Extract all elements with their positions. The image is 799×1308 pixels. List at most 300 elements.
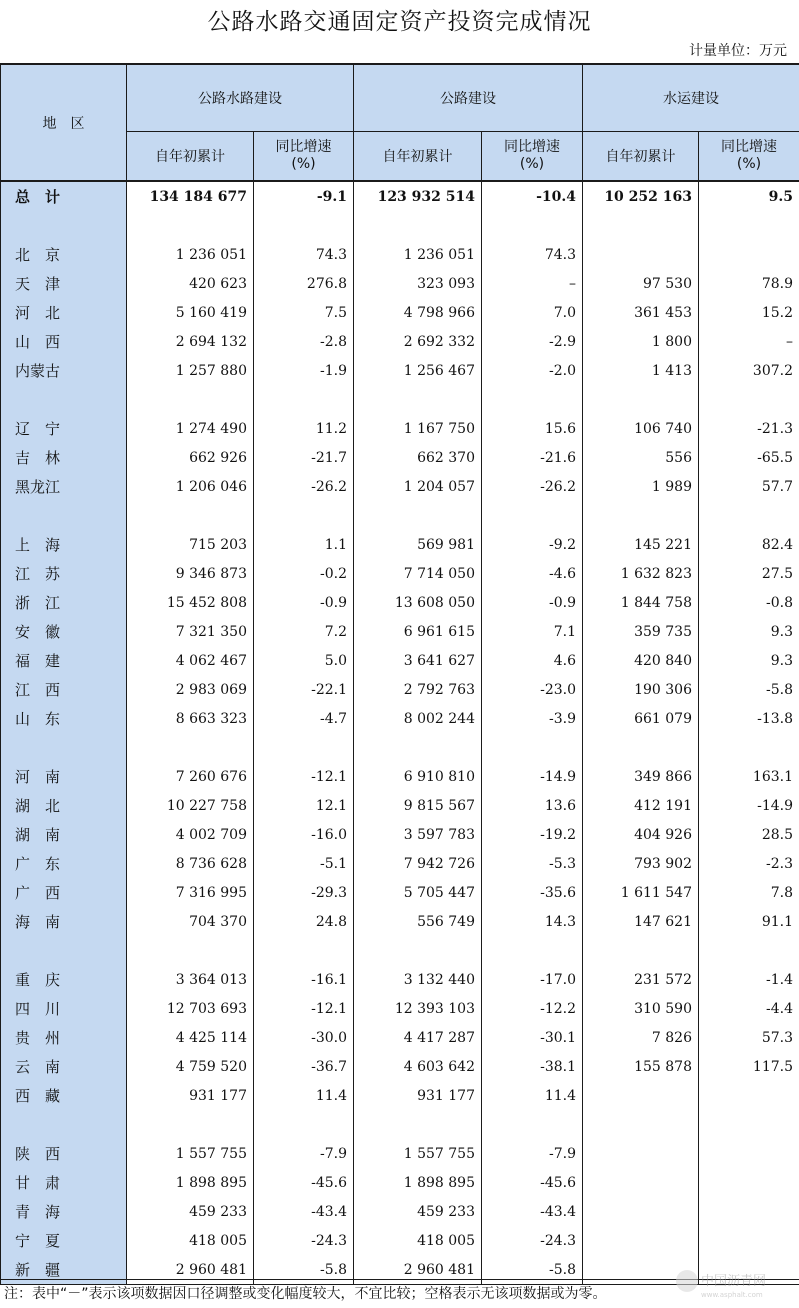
- cumulative-value: 1 256 467: [354, 356, 482, 385]
- table-row: [1, 472, 799, 501]
- cumulative-value: [583, 936, 699, 965]
- growth-value: 13.6: [482, 791, 583, 820]
- cumulative-value: 1 413: [583, 356, 699, 385]
- growth-value: -5.3: [482, 849, 583, 878]
- cumulative-value: 1 611 547: [583, 878, 699, 907]
- table-row: [1, 327, 799, 356]
- region-name: [1, 1110, 127, 1139]
- growth-value: -30.0: [254, 1023, 354, 1052]
- table-row: [1, 588, 799, 617]
- growth-value: 9.3: [699, 617, 799, 646]
- cumulative-value: 155 878: [583, 1052, 699, 1081]
- region-name: [1, 936, 127, 965]
- cumulative-value: 4 062 467: [127, 646, 254, 675]
- growth-value: -23.0: [482, 675, 583, 704]
- region-name: [1, 211, 127, 240]
- growth-value: -35.6: [482, 878, 583, 907]
- cumulative-value: 1 257 880: [127, 356, 254, 385]
- region-name: 江 西: [1, 675, 127, 704]
- region-name: 四 川: [1, 994, 127, 1023]
- table-row: [1, 1052, 799, 1081]
- cumulative-value: 3 597 783: [354, 820, 482, 849]
- cumulative-value: 7 260 676: [127, 762, 254, 791]
- cumulative-value: 662 370: [354, 443, 482, 472]
- subheader-growth: 同比增速 (%): [254, 132, 354, 182]
- total-row: [1, 181, 799, 211]
- cumulative-value: 4 002 709: [127, 820, 254, 849]
- cumulative-value: 2 983 069: [127, 675, 254, 704]
- growth-value: [699, 1139, 799, 1168]
- growth-value: -5.8: [699, 675, 799, 704]
- growth-value: [699, 1197, 799, 1226]
- cumulative-value: 8 736 628: [127, 849, 254, 878]
- region-name: 云 南: [1, 1052, 127, 1081]
- cumulative-value: 361 453: [583, 298, 699, 327]
- growth-value: [699, 501, 799, 530]
- growth-value: 7.0: [482, 298, 583, 327]
- cumulative-value: 1 236 051: [354, 240, 482, 269]
- region-name: 黑龙江: [1, 472, 127, 501]
- growth-value: 11.4: [482, 1081, 583, 1110]
- spacer-row: [1, 1110, 799, 1139]
- spacer-row: [1, 211, 799, 240]
- cumulative-value: 145 221: [583, 530, 699, 559]
- cumulative-value: 106 740: [583, 414, 699, 443]
- cumulative-value: 661 079: [583, 704, 699, 733]
- growth-value: [254, 385, 354, 414]
- cumulative-value: 1 204 057: [354, 472, 482, 501]
- cumulative-value: 569 981: [354, 530, 482, 559]
- region-name: 吉 林: [1, 443, 127, 472]
- table-row: [1, 646, 799, 675]
- cumulative-value: 9 815 567: [354, 791, 482, 820]
- cumulative-value: 1 557 755: [127, 1139, 254, 1168]
- growth-value: [254, 501, 354, 530]
- cumulative-value: 3 641 627: [354, 646, 482, 675]
- table-row: [1, 559, 799, 588]
- cumulative-value: 931 177: [127, 1081, 254, 1110]
- table-row: [1, 965, 799, 994]
- region-column-header: 地 区: [1, 64, 127, 181]
- growth-value: -3.9: [482, 704, 583, 733]
- table-row: [1, 1226, 799, 1255]
- growth-value: [699, 211, 799, 240]
- growth-value: -9.2: [482, 530, 583, 559]
- table-row: [1, 704, 799, 733]
- cumulative-value: [354, 733, 482, 762]
- cumulative-value: [583, 385, 699, 414]
- region-name: 湖 北: [1, 791, 127, 820]
- group-header-road: 公路建设: [354, 64, 583, 132]
- growth-value: –: [482, 269, 583, 298]
- cumulative-value: 8 002 244: [354, 704, 482, 733]
- growth-value: -29.3: [254, 878, 354, 907]
- growth-value: 11.2: [254, 414, 354, 443]
- growth-value: -13.8: [699, 704, 799, 733]
- table-row: [1, 1197, 799, 1226]
- table-row: [1, 1139, 799, 1168]
- cumulative-value: 7 316 995: [127, 878, 254, 907]
- cumulative-value: 931 177: [354, 1081, 482, 1110]
- cumulative-value: 1 236 051: [127, 240, 254, 269]
- growth-value: [482, 501, 583, 530]
- cumulative-value: 1 989: [583, 472, 699, 501]
- region-name: 新 疆: [1, 1255, 127, 1285]
- growth-value: -12.2: [482, 994, 583, 1023]
- growth-value: -24.3: [254, 1226, 354, 1255]
- growth-value: -2.9: [482, 327, 583, 356]
- growth-value: -14.9: [482, 762, 583, 791]
- table-row: [1, 530, 799, 559]
- table-row: [1, 617, 799, 646]
- cumulative-value: 4 425 114: [127, 1023, 254, 1052]
- region-name: 辽 宁: [1, 414, 127, 443]
- cumulative-value: [583, 240, 699, 269]
- cumulative-value: [127, 385, 254, 414]
- growth-value: -5.1: [254, 849, 354, 878]
- spacer-row: [1, 385, 799, 414]
- growth-value: -36.7: [254, 1052, 354, 1081]
- cumulative-value: [127, 1110, 254, 1139]
- growth-value: -12.1: [254, 762, 354, 791]
- cumulative-value: 420 840: [583, 646, 699, 675]
- cumulative-value: 12 393 103: [354, 994, 482, 1023]
- cumulative-value: 9 346 873: [127, 559, 254, 588]
- cumulative-value: 412 191: [583, 791, 699, 820]
- growth-value: 15.2: [699, 298, 799, 327]
- cumulative-value: 190 306: [583, 675, 699, 704]
- region-name: 山 东: [1, 704, 127, 733]
- cumulative-value: 7 942 726: [354, 849, 482, 878]
- cumulative-value: 1 557 755: [354, 1139, 482, 1168]
- cumulative-value: 404 926: [583, 820, 699, 849]
- growth-value: 7.1: [482, 617, 583, 646]
- cumulative-value: 310 590: [583, 994, 699, 1023]
- cumulative-value: 1 898 895: [127, 1168, 254, 1197]
- table-row: [1, 1168, 799, 1197]
- region-name: 河 北: [1, 298, 127, 327]
- cumulative-value: 2 960 481: [354, 1255, 482, 1285]
- watermark-circle-icon: [676, 1270, 698, 1292]
- region-name: 天 津: [1, 269, 127, 298]
- cumulative-value: 3 132 440: [354, 965, 482, 994]
- cumulative-value: 6 910 810: [354, 762, 482, 791]
- growth-value: [482, 385, 583, 414]
- cumulative-value: 459 233: [354, 1197, 482, 1226]
- cumulative-value: [354, 211, 482, 240]
- cumulative-value: 1 632 823: [583, 559, 699, 588]
- growth-value: -21.3: [699, 414, 799, 443]
- growth-value: -2.3: [699, 849, 799, 878]
- growth-value: 57.3: [699, 1023, 799, 1052]
- table-row: [1, 878, 799, 907]
- cumulative-value: 420 623: [127, 269, 254, 298]
- growth-value: -7.9: [482, 1139, 583, 1168]
- cumulative-value: 359 735: [583, 617, 699, 646]
- cumulative-value: 793 902: [583, 849, 699, 878]
- growth-value: -14.9: [699, 791, 799, 820]
- cumulative-value: 134 184 677: [127, 181, 254, 211]
- growth-value: -2.0: [482, 356, 583, 385]
- growth-value: [482, 211, 583, 240]
- growth-value: -43.4: [254, 1197, 354, 1226]
- growth-value: -21.6: [482, 443, 583, 472]
- cumulative-value: 123 932 514: [354, 181, 482, 211]
- growth-value: 1.1: [254, 530, 354, 559]
- cumulative-value: [354, 501, 482, 530]
- group-header-water: 水运建设: [583, 64, 799, 132]
- cumulative-value: 556: [583, 443, 699, 472]
- growth-value: 14.3: [482, 907, 583, 936]
- region-name: [1, 733, 127, 762]
- growth-value: 4.6: [482, 646, 583, 675]
- growth-value: -5.8: [482, 1255, 583, 1285]
- growth-value: -16.1: [254, 965, 354, 994]
- growth-value: -17.0: [482, 965, 583, 994]
- growth-value: -19.2: [482, 820, 583, 849]
- growth-value: 78.9: [699, 269, 799, 298]
- cumulative-value: 2 694 132: [127, 327, 254, 356]
- growth-value: [699, 733, 799, 762]
- spacer-row: [1, 501, 799, 530]
- cumulative-value: 5 705 447: [354, 878, 482, 907]
- group-header-road-water: 公路水路建设: [127, 64, 354, 132]
- cumulative-value: 2 692 332: [354, 327, 482, 356]
- growth-value: -45.6: [254, 1168, 354, 1197]
- growth-value: [699, 936, 799, 965]
- cumulative-value: 662 926: [127, 443, 254, 472]
- growth-value: 74.3: [482, 240, 583, 269]
- growth-value: -24.3: [482, 1226, 583, 1255]
- cumulative-value: [127, 936, 254, 965]
- table-row: [1, 240, 799, 269]
- region-name: 甘 肃: [1, 1168, 127, 1197]
- cumulative-value: [354, 936, 482, 965]
- subheader-growth: 同比增速 (%): [482, 132, 583, 182]
- growth-value: -9.1: [254, 181, 354, 211]
- growth-value: -4.4: [699, 994, 799, 1023]
- footnote: 注：表中“－”表示该项数据因口径调整或变化幅度较大，不宜比较；空格表示无该项数据或为零。: [0, 1279, 799, 1308]
- growth-value: -65.5: [699, 443, 799, 472]
- cumulative-value: 1 844 758: [583, 588, 699, 617]
- region-name: 海 南: [1, 907, 127, 936]
- growth-value: 7.2: [254, 617, 354, 646]
- watermark-logo: [673, 1261, 793, 1305]
- table-row: [1, 907, 799, 936]
- growth-value: 74.3: [254, 240, 354, 269]
- table-row: [1, 791, 799, 820]
- cumulative-value: 4 417 287: [354, 1023, 482, 1052]
- table-row: [1, 994, 799, 1023]
- table-row: [1, 269, 799, 298]
- growth-value: -1.4: [699, 965, 799, 994]
- region-name: 北 京: [1, 240, 127, 269]
- growth-value: -16.0: [254, 820, 354, 849]
- growth-value: [254, 1110, 354, 1139]
- growth-value: 117.5: [699, 1052, 799, 1081]
- table-row: [1, 762, 799, 791]
- growth-value: -26.2: [254, 472, 354, 501]
- table-row: [1, 414, 799, 443]
- region-name: 湖 南: [1, 820, 127, 849]
- unit-label: 计量单位：万元: [689, 43, 787, 59]
- growth-value: [482, 1110, 583, 1139]
- cumulative-value: [354, 1110, 482, 1139]
- region-name: 上 海: [1, 530, 127, 559]
- growth-value: -4.7: [254, 704, 354, 733]
- growth-value: -10.4: [482, 181, 583, 211]
- cumulative-value: 556 749: [354, 907, 482, 936]
- cumulative-value: 7 826: [583, 1023, 699, 1052]
- growth-value: 5.0: [254, 646, 354, 675]
- growth-value: -2.8: [254, 327, 354, 356]
- cumulative-value: 459 233: [127, 1197, 254, 1226]
- cumulative-value: 1 800: [583, 327, 699, 356]
- cumulative-value: [583, 1110, 699, 1139]
- region-name: [1, 385, 127, 414]
- cumulative-value: 15 452 808: [127, 588, 254, 617]
- table-row: [1, 675, 799, 704]
- cumulative-value: 4 798 966: [354, 298, 482, 327]
- growth-value: -45.6: [482, 1168, 583, 1197]
- growth-value: [699, 385, 799, 414]
- growth-value: -4.6: [482, 559, 583, 588]
- subheader-cumulative: 自年初累计: [354, 132, 482, 182]
- growth-value: 7.5: [254, 298, 354, 327]
- cumulative-value: 418 005: [127, 1226, 254, 1255]
- cumulative-value: 7 321 350: [127, 617, 254, 646]
- growth-value: -0.9: [482, 588, 583, 617]
- region-name: 河 南: [1, 762, 127, 791]
- growth-value: 9.5: [699, 181, 799, 211]
- cumulative-value: [127, 501, 254, 530]
- cumulative-value: 2 792 763: [354, 675, 482, 704]
- cumulative-value: 8 663 323: [127, 704, 254, 733]
- table-row: [1, 820, 799, 849]
- cumulative-value: [583, 501, 699, 530]
- growth-value: 7.8: [699, 878, 799, 907]
- growth-value: 15.6: [482, 414, 583, 443]
- table-row: [1, 298, 799, 327]
- cumulative-value: 3 364 013: [127, 965, 254, 994]
- cumulative-value: 5 160 419: [127, 298, 254, 327]
- region-name: 江 苏: [1, 559, 127, 588]
- growth-value: 28.5: [699, 820, 799, 849]
- region-name: 福 建: [1, 646, 127, 675]
- growth-value: –: [699, 327, 799, 356]
- growth-value: [254, 936, 354, 965]
- table-row: [1, 849, 799, 878]
- growth-value: -1.9: [254, 356, 354, 385]
- watermark-text: 中国沥青网: [701, 1274, 767, 1289]
- cumulative-value: [583, 1139, 699, 1168]
- growth-value: [699, 1168, 799, 1197]
- cumulative-value: [583, 1226, 699, 1255]
- cumulative-value: 704 370: [127, 907, 254, 936]
- cumulative-value: 715 203: [127, 530, 254, 559]
- cumulative-value: 12 703 693: [127, 994, 254, 1023]
- cumulative-value: [583, 1168, 699, 1197]
- region-name: 广 东: [1, 849, 127, 878]
- region-name: 陕 西: [1, 1139, 127, 1168]
- growth-value: 11.4: [254, 1081, 354, 1110]
- growth-value: [699, 1226, 799, 1255]
- region-name: [1, 501, 127, 530]
- cumulative-value: 1 274 490: [127, 414, 254, 443]
- cumulative-value: 2 960 481: [127, 1255, 254, 1285]
- region-name: 总 计: [1, 181, 127, 211]
- growth-value: 27.5: [699, 559, 799, 588]
- growth-value: -0.9: [254, 588, 354, 617]
- growth-value: -26.2: [482, 472, 583, 501]
- cumulative-value: [127, 733, 254, 762]
- cumulative-value: 10 252 163: [583, 181, 699, 211]
- cumulative-value: 1 898 895: [354, 1168, 482, 1197]
- cumulative-value: 7 714 050: [354, 559, 482, 588]
- region-name: 浙 江: [1, 588, 127, 617]
- cumulative-value: [127, 211, 254, 240]
- growth-value: [254, 733, 354, 762]
- growth-value: -0.8: [699, 588, 799, 617]
- cumulative-value: 231 572: [583, 965, 699, 994]
- cumulative-value: 323 093: [354, 269, 482, 298]
- growth-value: 82.4: [699, 530, 799, 559]
- growth-value: [699, 1081, 799, 1110]
- cumulative-value: 10 227 758: [127, 791, 254, 820]
- region-name: 广 西: [1, 878, 127, 907]
- cumulative-value: 147 621: [583, 907, 699, 936]
- growth-value: 307.2: [699, 356, 799, 385]
- region-name: 贵 州: [1, 1023, 127, 1052]
- cumulative-value: [583, 1081, 699, 1110]
- cumulative-value: 13 608 050: [354, 588, 482, 617]
- growth-value: -30.1: [482, 1023, 583, 1052]
- growth-value: 12.1: [254, 791, 354, 820]
- growth-value: [482, 733, 583, 762]
- cumulative-value: 97 530: [583, 269, 699, 298]
- growth-value: 57.7: [699, 472, 799, 501]
- table-row: [1, 1023, 799, 1052]
- investment-table: [0, 63, 799, 1285]
- subheader-cumulative: 自年初累计: [583, 132, 699, 182]
- header-row-groups: [1, 64, 799, 132]
- growth-value: [482, 936, 583, 965]
- cumulative-value: 4 759 520: [127, 1052, 254, 1081]
- spacer-row: [1, 733, 799, 762]
- table-row: [1, 1081, 799, 1110]
- cumulative-value: 349 866: [583, 762, 699, 791]
- region-name: 山 西: [1, 327, 127, 356]
- cumulative-value: 4 603 642: [354, 1052, 482, 1081]
- growth-value: [254, 211, 354, 240]
- growth-value: -5.8: [254, 1255, 354, 1285]
- cumulative-value: 418 005: [354, 1226, 482, 1255]
- cumulative-value: [583, 733, 699, 762]
- growth-value: 163.1: [699, 762, 799, 791]
- region-name: 内蒙古: [1, 356, 127, 385]
- subheader-cumulative: 自年初累计: [127, 132, 254, 182]
- growth-value: -22.1: [254, 675, 354, 704]
- region-name: 重 庆: [1, 965, 127, 994]
- growth-value: 91.1: [699, 907, 799, 936]
- table-row: [1, 356, 799, 385]
- growth-value: -21.7: [254, 443, 354, 472]
- watermark-subtext: www.asphalt.com: [701, 1291, 763, 1299]
- cumulative-value: [583, 211, 699, 240]
- table-body: [1, 181, 799, 1285]
- growth-value: -0.2: [254, 559, 354, 588]
- cumulative-value: 1 206 046: [127, 472, 254, 501]
